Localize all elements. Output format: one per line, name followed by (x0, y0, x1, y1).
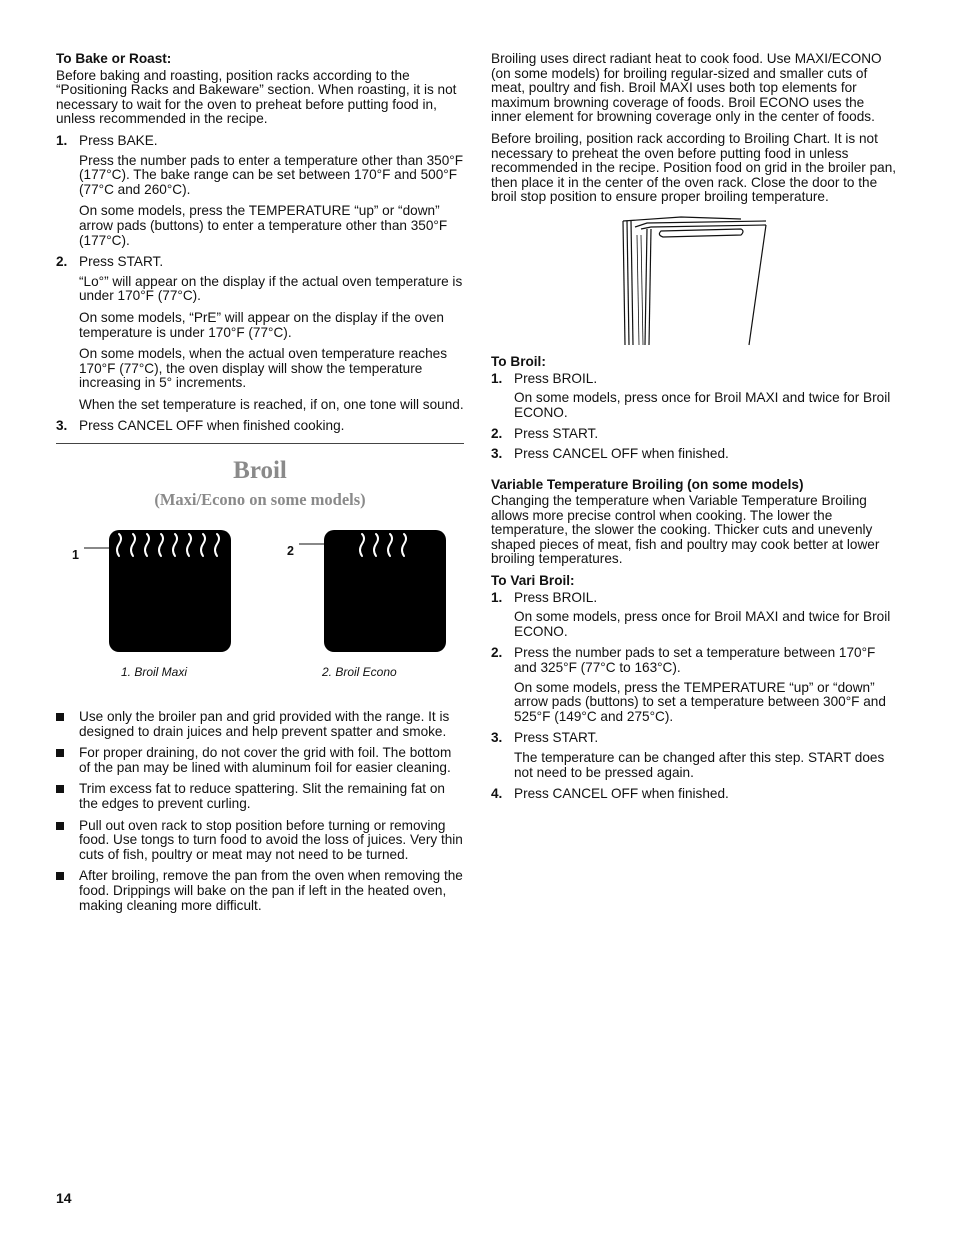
broil-intro-1: Broiling uses direct radiant heat to cook food. Use MAXI/ECONO (on some models) for broiling regular-sized and smaller cuts of meat, poultry and fish. Broil MAXI uses both top elements for maximum browning coverage of foods. Broil ECONO uses the inner element for browning coverage only in the center of foods. (491, 51, 882, 125)
broil-step-2 (491, 427, 897, 442)
bullet-square-icon (56, 872, 64, 880)
bullet-item (56, 819, 464, 863)
step-text: Press BROIL. (514, 589, 598, 605)
bullet-text: Trim excess fat to reduce spattering. Slit the remaining fat on the edges to prevent curling. (79, 781, 445, 812)
caption-broil-econo: 2. Broil Econo (322, 665, 397, 680)
bake-step-2-note-2: On some models, “PrE” will appear on the display if the oven temperature is under 170°F (77°C). (79, 309, 444, 340)
step-text: Press CANCEL OFF when finished. (514, 786, 729, 802)
vari-step-1 (491, 591, 897, 606)
step-number: 1. (56, 132, 68, 148)
step-number: 3. (491, 445, 503, 461)
bake-step-1-note-2: On some models, press the TEMPERATURE “up” or “down” arrow pads (buttons) to enter a temperature other than 350°F (177°C). (79, 203, 448, 248)
broil-econo-pan (324, 530, 446, 652)
step-number: 3. (56, 418, 68, 434)
bullet-item (56, 746, 464, 775)
right-column (491, 52, 897, 807)
bullet-square-icon (56, 822, 64, 830)
step-text: Press START. (79, 254, 164, 270)
bake-step-3 (56, 419, 464, 434)
step-number: 3. (491, 730, 503, 746)
bullet-square-icon (56, 785, 64, 793)
vari-step-3 (491, 731, 897, 746)
bake-intro: Before baking and roasting, position racks according to the “Positioning Racks and Bakeware” section. When roasting, it is not necessary to wait for the oven to preheat before putting food in, unless recommended in the recipe. (56, 67, 457, 127)
vari-step-2-note: On some models, press the TEMPERATURE “up” or “down” arrow pads (buttons) to set a temperature between 300°F and 525°F (149°C and 275°C). (514, 679, 886, 724)
step-number: 1. (491, 370, 503, 386)
variable-broil-heading: Variable Temperature Broiling (on some models) (491, 476, 804, 492)
callout-2: 2 (287, 544, 294, 559)
to-broil-heading: To Broil: (491, 353, 546, 369)
oven-door-broil-stop-illustration (621, 215, 771, 347)
page-number: 14 (56, 1190, 72, 1206)
vari-step-4 (491, 787, 897, 802)
bullet-text: For proper draining, do not cover the grid with foil. The bottom of the pan may be lined with aluminum foil for easier cleaning. (79, 745, 452, 775)
broil-maxi-pan (109, 530, 231, 652)
callout-1: 1 (72, 548, 79, 563)
broil-intro-2: Before broiling, position rack according to Broiling Chart. It is not necessary to preheat the oven before putting food in unless recommended in the recipe. Position food on grid in the broiler pan, then place it in the center of the oven rack. Close the door to the broil stop position to ensure proper broiling temperature. (491, 130, 897, 205)
vari-step-1-note: On some models, press once for Broil MAXI and twice for Broil ECONO. (514, 609, 891, 639)
vari-step-3-note: The temperature can be changed after this step. START does not need to be pressed again. (514, 750, 885, 780)
left-column (56, 52, 464, 920)
broil-title: Broil (233, 457, 287, 485)
broil-step-1 (491, 372, 897, 387)
maxi-heating-element-icon (109, 530, 231, 652)
broil-step-1-note: On some models, press once for Broil MAXI and twice for Broil ECONO. (514, 390, 891, 420)
step-text: Press BROIL. (514, 370, 598, 386)
caption-broil-maxi: 1. Broil Maxi (121, 665, 188, 680)
bullet-item (56, 710, 464, 739)
step-number: 2. (491, 645, 503, 661)
step-number: 4. (491, 786, 503, 802)
bake-step-1-note-1: Press the number pads to enter a temperature other than 350°F (177°C). The bake range can be set between 170°F and 500°F (77°C and 260°C). (79, 152, 464, 197)
bullet-square-icon (56, 749, 64, 757)
bake-step-2-note-1: “Lo°” will appear on the display if the actual oven temperature is under 170°F (77°C). (79, 273, 463, 304)
bullet-item (56, 782, 464, 811)
bullet-text: After broiling, remove the pan from the oven when removing the food. Drippings will bake on the pan if left in the heated oven, making cleaning more difficult. (79, 868, 463, 913)
step-text: Press BAKE. (79, 132, 158, 148)
broil-subtitle: (Maxi/Econo on some models) (154, 490, 366, 510)
bullet-text: Pull out oven rack to stop position before turning or removing food. Use tongs to turn food to avoid the loss of juices. Very thin cuts of fish, poultry or meat may not need to be turned. (79, 817, 463, 862)
vari-step-2 (491, 646, 897, 675)
bake-step-2-note-4: When the set temperature is reached, if on, one tone will sound. (79, 396, 464, 412)
bake-step-2 (56, 255, 464, 270)
step-text: Press CANCEL OFF when finished. (514, 445, 729, 461)
step-text: Press the number pads to set a temperature between 170°F and 325°F (77°C to 163°C). (514, 645, 876, 676)
bullet-item (56, 869, 464, 913)
vari-broil-heading: To Vari Broil: (491, 573, 575, 589)
step-number: 2. (491, 426, 503, 442)
step-text: Press START. (514, 426, 599, 442)
section-divider (56, 443, 464, 444)
step-text: Press CANCEL OFF when finished cooking. (79, 418, 345, 434)
bake-step-1 (56, 134, 464, 149)
bullet-square-icon (56, 713, 64, 721)
step-text: Press START. (514, 730, 599, 746)
econo-heating-element-icon (324, 530, 446, 652)
broil-element-figure (56, 520, 464, 710)
step-number: 2. (56, 254, 68, 270)
bake-step-2-note-3: On some models, when the actual oven temperature reaches 170°F (77°C), the oven display will show the temperature increasing in 5° increments. (79, 346, 447, 391)
bullet-text: Use only the broiler pan and grid provided with the range. It is designed to drain juices and help prevent spatter and smoke. (79, 709, 450, 739)
step-number: 1. (491, 589, 503, 605)
variable-broil-text: Changing the temperature when Variable Temperature Broiling allows more precise control when cooking. The lower the temperature, the slower the cooking. Thicker cuts and unevenly shaped pieces of meat, fish and poultry may cook better at lower broiling temperatures. (491, 493, 880, 567)
broil-step-3 (491, 447, 897, 462)
bake-heading: To Bake or Roast: (56, 51, 172, 66)
